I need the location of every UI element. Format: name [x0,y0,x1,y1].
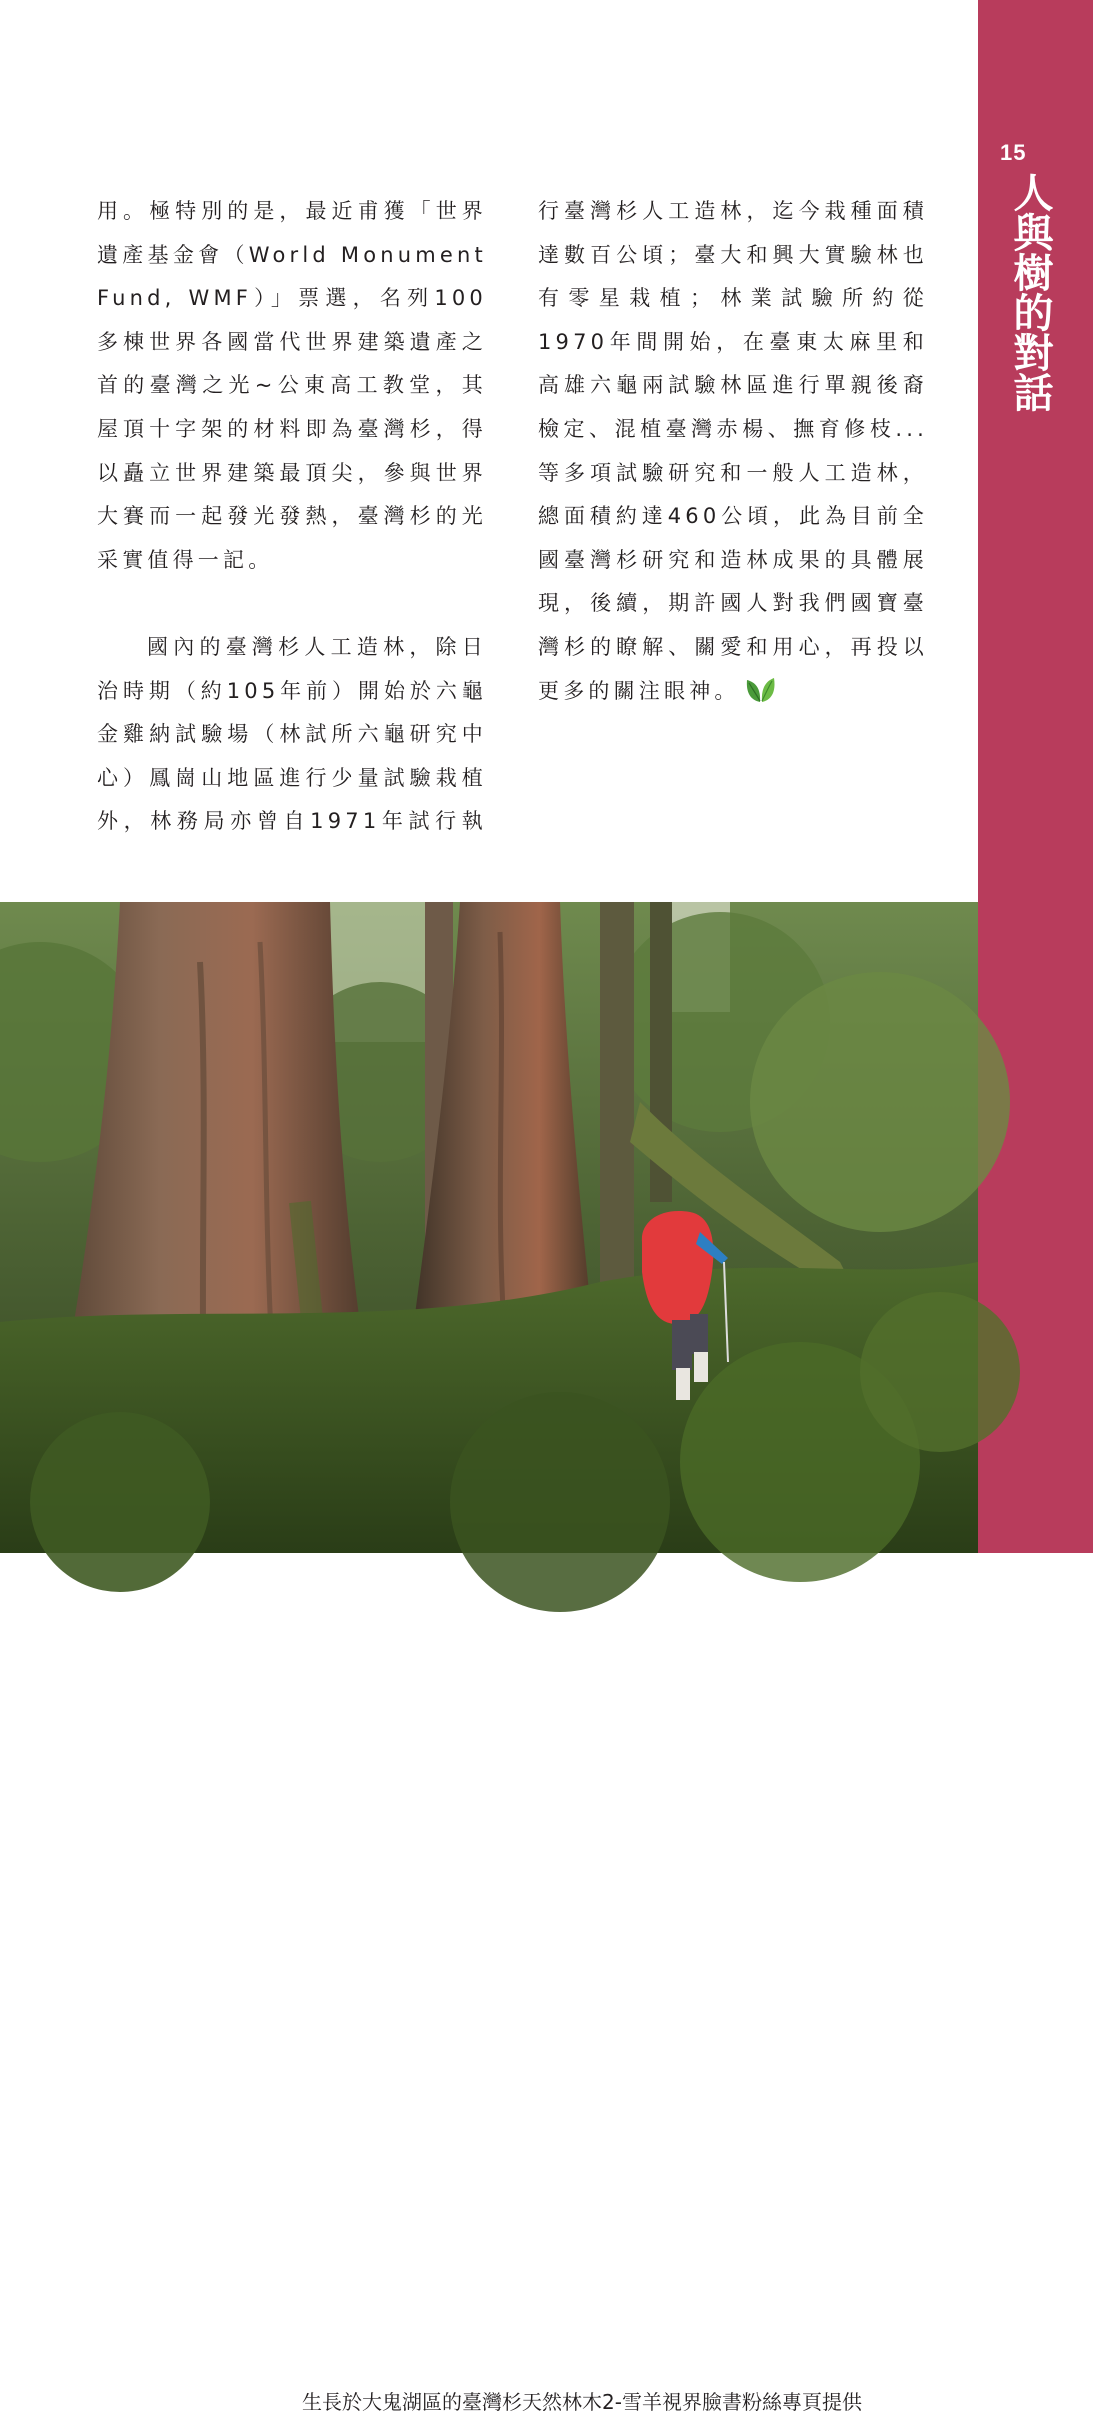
forest-illustration [0,902,978,1553]
text-line: 有零星栽植；林業試驗所約從 [538,286,928,311]
paragraph-1 [97,190,487,582]
paragraph-2 [97,626,487,844]
leaf-icon [744,674,778,704]
text-line: 遺產基金會（World Monument [97,242,487,267]
text-line: 金雞納試驗場（林試所六龜研究中 [97,722,487,747]
photo-caption: 生長於大鬼湖區的臺灣杉天然林木2-雪羊視界臉書粉絲專頁提供 [288,2384,876,2420]
section-title: 人與樹的對話 [1007,172,1053,412]
text-line: 現，後續，期許國人對我們國寶臺 [538,591,928,616]
text-line: 更多的關注眼神。 [538,678,740,703]
page-number: 15 [1000,140,1027,165]
text-line: 外，林務局亦曾自1971年試行執 [97,809,487,834]
text-line: 等多項試驗研究和一般人工造林， [538,460,928,485]
text-line: 心）鳳崗山地區進行少量試驗栽植 [97,765,487,790]
text-line: 1970年間開始，在臺東太麻里和 [538,329,928,354]
text-line: 達數百公頃；臺大和興大實驗林也 [538,242,928,267]
text-line: 灣杉的瞭解、關愛和用心，再投以 [538,634,928,659]
right-text-column [538,190,928,713]
text-line: 總面積約達460公頃，此為目前全 [538,504,928,529]
text-line: 采實值得一記。 [97,547,274,572]
paragraph-gap [97,582,487,626]
text-line: 高雄六龜兩試驗林區進行單親後裔 [538,373,928,398]
text-line: 大賽而一起發光發熱，臺灣杉的光 [97,504,487,529]
text-line: Fund, WMF）」票選，名列100 [97,286,487,311]
text-line: 首的臺灣之光~公東高工教堂，其 [97,373,487,398]
text-line: 檢定、混植臺灣赤楊、撫育修枝... [538,416,928,441]
forest-photo [0,902,978,2414]
text-line-last [538,670,928,714]
text-line: 治時期（約105年前）開始於六龜 [97,678,487,703]
text-line: 用。極特別的是，最近甫獲「世界 [97,199,487,223]
text-line: 行臺灣杉人工造林，迄今栽種面積 [538,199,928,223]
text-line: 國臺灣杉研究和造林成果的具體展 [538,547,928,572]
left-text-column [97,190,487,844]
text-line: 國內的臺灣杉人工造林，除日 [147,634,487,659]
text-line: 以矗立世界建築最頂尖，參與世界 [97,460,487,485]
text-line: 多棟世界各國當代世界建築遺產之 [97,329,487,354]
text-line: 屋頂十字架的材料即為臺灣杉，得 [97,416,487,441]
